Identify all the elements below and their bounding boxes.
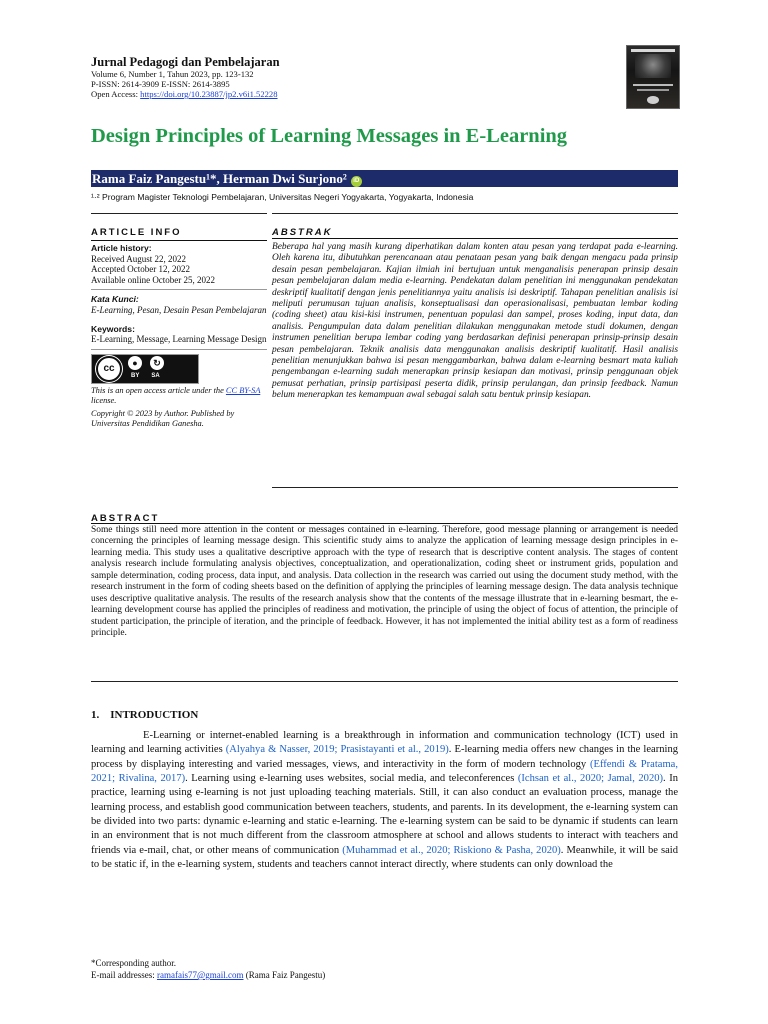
introduction-body xyxy=(91,729,678,872)
available-date: Available online October 25, 2022 xyxy=(91,274,216,285)
keywords: E-Learning, Message, Learning Message Design xyxy=(91,334,267,345)
doi-link[interactable]: https://doi.org/10.23887/jp2.v6i1.52228 xyxy=(140,89,278,99)
email-label: E-mail addresses: xyxy=(91,970,157,980)
share-alike-icon: ↻ xyxy=(150,356,164,370)
email-line xyxy=(91,969,325,981)
intro-text: . In practice, learning using e-learning is not just uploading teaching materials. Still, it can also conduct an evaluation process, manage the learning process, and establish good communication between teachers, students, and parents. In its development, the e-learning system can be divided into two parts: dynamic e-learning and static e-learning. The e-learning system can be said to be dynamic if students can learn in an environment that is not much different from the classroom atmosphere at school and allows students to interact with teachers and friends via e-mail, chat, or other means of communication xyxy=(91,773,678,856)
open-access-label: Open Access: xyxy=(91,89,141,99)
keywords-label: Keywords: xyxy=(91,323,135,334)
divider xyxy=(91,240,267,241)
citation-link[interactable]: (Alyahya & Nasser, 2019; Prasistayanti et al., 2019) xyxy=(225,744,449,756)
divider xyxy=(272,487,678,488)
footnote xyxy=(91,957,325,981)
by-label: BY xyxy=(131,372,140,379)
license-text-end: license. xyxy=(91,395,117,405)
by-person-icon: ● xyxy=(128,356,142,370)
orcid-icon[interactable]: iD xyxy=(351,176,362,187)
article-info-heading: ARTICLE INFO xyxy=(91,227,182,238)
kata-kunci-label: Kata Kunci: xyxy=(91,294,139,305)
citation-link[interactable]: (Effendi & Pratama, 2021; Rivalina, 2017) xyxy=(91,758,679,785)
divider xyxy=(91,523,678,524)
kata-kunci: E-Learning, Pesan, Desain Pesan Pembelajaran xyxy=(91,304,267,315)
received-date: Received August 22, 2022 xyxy=(91,253,186,264)
cc-icon: cc xyxy=(96,356,122,382)
intro-text: E-Learning or internet-enabled learning is a breakthrough in information and communication technology (ICT) used in learning and learning activities xyxy=(91,730,678,756)
abstract-heading: ABSTRACT xyxy=(91,513,160,524)
email-link[interactable]: ramafais77@gmail.com xyxy=(156,970,244,980)
intro-text: . E-learning media offers new changes in the learning process by displaying interesting and varied messages, views, and interactivity in the form of modern technology xyxy=(91,744,678,770)
journal-issn: P-ISSN: 2614-3909 E-ISSN: 2614-3895 xyxy=(91,79,230,89)
journal-open-access xyxy=(91,89,278,99)
license-note xyxy=(91,386,267,406)
citation-link[interactable]: (Muhammad et al., 2020; Riskiono & Pasha, 2020) xyxy=(342,844,561,856)
history-label: Article history: xyxy=(91,243,152,253)
divider xyxy=(272,213,678,214)
journal-cover-image xyxy=(626,45,680,109)
divider xyxy=(91,213,267,214)
intro-text: . Learning using e-learning uses websites, social media, and teleconferences xyxy=(185,773,518,785)
intro-text: . Meanwhile, it will be said to be static if, in the e-learning system, students and teachers cannot interact directly, where students can only download the xyxy=(91,844,678,871)
accepted-date: Accepted October 12, 2022 xyxy=(91,264,190,275)
abstrak-heading: ABSTRAK xyxy=(272,227,333,238)
introduction-heading: 1. INTRODUCTION xyxy=(91,709,199,721)
introduction-paragraph xyxy=(91,729,678,872)
corresponding-author-note: *Corresponding author. xyxy=(91,958,176,968)
sa-label: SA xyxy=(151,372,160,379)
abstrak-section xyxy=(272,227,678,402)
author-bar xyxy=(91,170,678,187)
journal-volume: Volume 6, Number 1, Tahun 2023, pp. 123-132 xyxy=(91,69,254,79)
affiliation: ¹·² Program Magister Teknologi Pembelajaran, Universitas Negeri Yogyakarta, Yogyakarta, Indonesia xyxy=(91,192,474,202)
author-names: Rama Faiz Pangestu¹*, Herman Dwi Surjono² xyxy=(92,171,347,186)
license-link[interactable]: CC BY-SA xyxy=(225,385,261,395)
journal-name: Jurnal Pedagogi dan Pembelajaran xyxy=(91,55,280,69)
cc-by-sa-badge[interactable] xyxy=(91,354,199,384)
email-owner: (Rama Faiz Pangestu) xyxy=(243,970,326,980)
divider xyxy=(91,681,678,682)
article-info xyxy=(91,243,267,429)
license-text: This is an open access article under the xyxy=(91,385,226,395)
abstract-text: Some things still need more attention in the content or messages contained in e-learning. Therefore, good message planning or arrangement is needed concerning the principles of learning message design. This scientific study aims to analyze the application of learning message design principles in e-learning media. This study uses a qualitative descriptive approach with the type of research that is descriptive content analysis. The stages of content analysis research include formulating analysis objectives, conceptualization, and operationalization, coding sheet or instrument grids, population and sample determination, coding process, data input, and analysis. Data collection in the research was carried out using the document study method, with the research instrument in the form of coding sheets based on the definition of applying the principles of learning message design. The data analysis technique uses descriptive qualitative analysis. The results of the research analysis show that the contents of the message illustrate that in e-learning besmart, the e-learning development course has applied the principles of readiness and motivation, the principle of using the object of focus of attention, the principle of student participation, the principle of iteration, and the principle of feedback. However, it has not implemented the initial ability test as a form of readiness principle. xyxy=(91,525,678,639)
copyright: Copyright © 2023 by Author. Published by Universitas Pendidikan Ganesha. xyxy=(91,409,235,429)
paper-title: Design Principles of Learning Messages in E-Learning xyxy=(91,125,568,147)
citation-link[interactable]: (Ichsan et al., 2020; Jamal, 2020) xyxy=(517,773,664,785)
abstrak-text: Beberapa hal yang masih kurang diperhatikan dalam konten atau pesan yang terdapat pada e-learning. Oleh karena itu, dibutuhkan perencanaan atau penataan pesan yang baik dengan mengacu pada prinsip desain pesan pembelajaran. Kajian ilmiah ini bertujuan untuk menganalisis penerapan prinsip desain pesan pembelajaran dalam media e-learning. Pendekatan dalam penelitian ini menggunakan pendekatan deskriptif kualitatif dengan jenis penelitiannya yaitu analisis isi deskriptif. Tahapan penelitian analisis isi meliputi perumusan tujuan analisis, konseptualisasi dan operasionalisasi, pembuatan lembar koding (coding sheet) atau kisi-kisi instrumen, penentuan populasi dan sampel, proses koding, input data, dan analisis. Pengumpulan data dalam penelitian dilakukan menggunakan metode studi dokumen, dengan instrumen penelitian berupa lembar coding yang berdasarkan definisi penerapan prinsip-prinsip desain pesan pembelajaran. Teknik analisis data menggunakan analisis deskriptif kualitatif. Hasil analisis penelitian menunjukkan bahwa isi pesan menggambarkan, bahwa dalam e-learning besmart mata kuliah pengembangan e-learning sudah menerapkan prinsip kesiapan dan motivasi, prinsip penggunaan objek pemusat perhatian, prinsip partisipasi peserta didik, prinsip perulangan, dan prinsip feedback. Namun belum menerapkan tes kemampuan awal sebagai salah satu bentuk prinsip kesiapan. xyxy=(272,242,678,401)
